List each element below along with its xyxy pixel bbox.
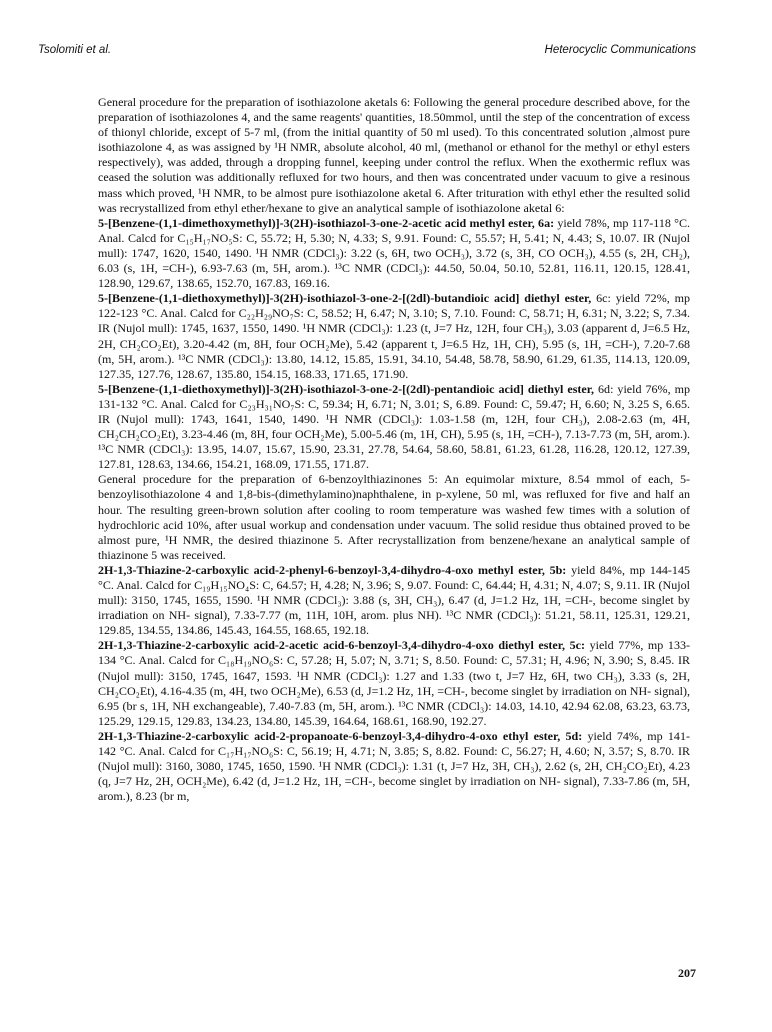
paragraph-general-procedure-aketals: General procedure for the preparation of isothiazolone aketals 6: Following the general procedure described above, for the preparation of isothiazolones 4, and the same reagents' quantities, 18.50mmol, until the step of the concentration of excess of thionyl chloride, except of 5-7 ml, (from the initial quantity of 50 ml used). To this concentrated solution ,almost pure isothiazolone 4, as was assigned by ¹H NMR, absolute alcohol, 40 ml, (methanol or ethanol for the methyl or ethyl esters respectively), was added, through a dropping funnel, keeping under control the reflux. When the exothermic reflux was ceased the solution was additionally refluxed for two hours, and then was concentrated under vacuum to give a resinous mass which proved, ¹H NMR, to be almost pure isothiazolone aketal 6. After trituration with ethyl ether the resulted solid was recrystallized from ethyl ether/hexane to give an analytical sample of isothiazolone aketal 6:	[98, 95, 690, 215]
paragraph-compound-6c: 5-[Benzene-(1,1-diethoxymethyl)]-3(2H)-isothiazol-3-one-2-[(2dl)-butandioic acid] diethyl ester, 6c: yield 72%, mp 122-123 °C. Anal. Calcd for C₂₂H₂₉NO₇S: C, 58.52; H, 6.47; N, 3.10; S, 7.10. Found: C, 58.71; H, 6.31; N, 3.22; S, 7.34. IR (Nujol mull): 1745, 1637, 1550, 1490. ¹H NMR (CDCl₃): 1.23 (t, J=7 Hz, 12H, four CH₃), 3.03 (apparent d, J=6.5 Hz, 2H, CH₂CO₂Et), 3.20-4.42 (m, 8H, four OCH₂Me), 5.42 (apparent t, J=6.5 Hz, 1H, CH), 5.95 (s, 1H, =CH-), 7.20-7.68 (m, 5H, arom.). ¹³C NMR (CDCl₃): 13.80, 14.12, 15.85, 15.91, 34.10, 54.48, 58.78, 58.90, 61.29, 61.35, 114.13, 120.09, 127.35, 127.76, 128.67, 135.80, 154.15, 168.33, 171.65, 171.90.	[98, 291, 690, 381]
paragraph-compound-6a: 5-[Benzene-(1,1-dimethoxymethyl)]-3(2H)-isothiazol-3-one-2-acetic acid methyl ester, 6a: yield 78%, mp 117-118 °C. Anal. Calcd for C₁₅H₁₇NO₅S: C, 55.72; H, 5.30; N, 4.33; S, 9.91. Found: C, 55.57; H, 5.41; N, 4.43; S, 10.07. IR (Nujol mull): 1747, 1620, 1540, 1490. ¹H NMR (CDCl₃): 3.22 (s, 6H, two OCH₃), 3.72 (s, 3H, CO OCH₃), 4.55 (s, 2H, CH₂), 6.03 (s, 1H, =CH-), 6.93-7.63 (m, 5H, arom.). ¹³C NMR (CDCl₃): 44.50, 50.04, 50.10, 52.81, 116.11, 120.15, 128.41, 128.90, 129.67, 138.65, 152.70, 167.83, 169.16.	[98, 215, 690, 291]
paragraph-compound-5c: 2H-1,3-Thiazine-2-carboxylic acid-2-acetic acid-6-benzoyl-3,4-dihydro-4-oxo diethyl ester, 5c: yield 77%, mp 133-134 °C. Anal. Calcd for C₁₈H₁₉NO₆S: C, 57.28; H, 5.07; N, 3.71; S, 8.50. Found: C, 57.31; H, 4.96; N, 3.90; S, 8.45. IR (Nujol mull): 3150, 1745, 1647, 1593. ¹H NMR (CDCl₃): 1.27 and 1.33 (two t, J=7 Hz, 6H, two CH₃), 3.33 (s, 2H, CH₂CO₂Et), 4.16-4.35 (m, 4H, two OCH₂Me), 6.53 (d, J=1.2 Hz, 1H, =CH-, become singlet by irradiation on NH- signal), 6.95 (br s, 1H, NH exchangeable), 7.40-7.83 (m, 5H, arom.). ¹³C NMR (CDCl₃): 14.03, 14.10, 42.94 62.08, 63.23, 63.73, 125.29, 129.15, 129.83, 134.23, 134.80, 145.39, 164.64, 168.61, 168.90, 192.27.	[98, 638, 690, 728]
compound-name: 5-[Benzene-(1,1-diethoxymethyl)]-3(2H)-isothiazol-3-one-2-[(2dl)-pentandioic acid] diethyl ester,	[98, 381, 595, 396]
compound-name: 2H-1,3-Thiazine-2-carboxylic acid-2-phenyl-6-benzoyl-3,4-dihydro-4-oxo methyl ester, 5b:	[98, 562, 567, 577]
compound-name: 5-[Benzene-(1,1-dimethoxymethyl)]-3(2H)-isothiazol-3-one-2-acetic acid methyl ester, 6a:	[98, 215, 555, 230]
header-authors: Tsolomiti et al.	[38, 44, 112, 56]
header-journal: Heterocyclic Communications	[544, 44, 696, 56]
compound-name: 2H-1,3-Thiazine-2-carboxylic acid-2-propanoate-6-benzoyl-3,4-dihydro-4-oxo ethyl ester, 5d:	[98, 728, 583, 743]
paragraph-general-procedure-thiazinones: General procedure for the preparation of 6-benzoylthiazinones 5: An equimolar mixture, 8.54 mmol of each, 5-benzoylisothiazolone 4 and 1,8-bis-(dimethylamino)naphthalene, in p-xylene, 50 ml, was refluxed for five and half an hour. The resulting green-brown solution after cooling to room temperature was washed few times with a solution of hydrochloric acid 10%, after usual workup and condensation under vacuum. The solid residue thus obtained proved to be almost pure, ¹H NMR, the desired thiazinone 5. After recrystallization from benzene/hexane an analytical sample of thiazinone 5 was received.	[98, 472, 690, 562]
compound-name: 5-[Benzene-(1,1-diethoxymethyl)]-3(2H)-isothiazol-3-one-2-[(2dl)-butandioic acid] diethyl ester,	[98, 291, 592, 306]
article-body	[98, 95, 690, 804]
paragraph-compound-6d: 5-[Benzene-(1,1-diethoxymethyl)]-3(2H)-isothiazol-3-one-2-[(2dl)-pentandioic acid] diethyl ester, 6d: yield 76%, mp 131-132 °C. Anal. Calcd for C₂₃H₃₁NO₇S: C, 59.34; H, 6.71; N, 3.01; S, 6.89. Found: C, 59.47; H, 6.60; N, 3.25 S, 6.65. IR (Nujol mull): 1743, 1641, 1540, 1490. ¹H NMR (CDCl₃): 1.03-1.58 (m, 12H, four CH₃), 2.08-2.63 (m, 4H, CH₂CH₂CO₂Et), 3.23-4.46 (m, 8H, four OCH₂Me), 5.00-5.46 (m, 1H, CH), 5.95 (s, 1H, =CH-), 7.13-7.73 (m, 5H, arom.). ¹³C NMR (CDCl₃): 13.95, 14.07, 15.67, 15.90, 23.31, 27.78, 54.64, 58.60, 58.81, 61.23, 61.28, 116.28, 120.12, 127.39, 127.81, 128.63, 134.66, 154.21, 168.09, 171.55, 171.87.	[98, 381, 690, 472]
paragraph-compound-5d: 2H-1,3-Thiazine-2-carboxylic acid-2-propanoate-6-benzoyl-3,4-dihydro-4-oxo ethyl ester, 5d: yield 74%, mp 141-142 °C. Anal. Calcd for C₁₇H₁₇NO₆S: C, 56.19; H, 4.71; N, 3.85; S, 8.82. Found: C, 56.27; H, 4.60; N, 3.57; S, 8.70. IR (Nujol mull): 3160, 3080, 1745, 1650, 1590. ¹H NMR (CDCl₃): 1.31 (t, J=7 Hz, 3H, CH₃), 2.62 (s, 2H, CH₂CO₂Et), 4.23 (q, J=7 Hz, 2H, OCH₂Me), 6.42 (d, J=1.2 Hz, 1H, =CH-, become singlet by irradiation on NH- signal), 7.33-7.86 (m, 5H, arom.), 8.23 (br m,	[98, 728, 690, 804]
page-number: 207	[678, 966, 696, 980]
paragraph-compound-5b: 2H-1,3-Thiazine-2-carboxylic acid-2-phenyl-6-benzoyl-3,4-dihydro-4-oxo methyl ester, 5b: yield 84%, mp 144-145 °C. Anal. Calcd for C₁₉H₁₅NO₄S: C, 64.57; H, 4.28; N, 3.96; S, 9.07. Found: C, 64.44; H, 4.31; N, 4.07; S, 9.11. IR (Nujol mull): 3150, 1745, 1655, 1590. ¹H NMR (CDCl₃): 3.88 (s, 3H, CH₃), 6.47 (d, J=1.2 Hz, 1H, =CH-, become singlet by irradiation on NH- signal), 7.33-7.77 (m, 11H, 10H, arom. plus NH). ¹³C NMR (CDCl₃): 51.21, 58.11, 125.31, 129.21, 129.85, 134.55, 134.86, 145.43, 164.55, 168.65, 192.18.	[98, 562, 690, 638]
running-header	[38, 44, 696, 56]
compound-name: 2H-1,3-Thiazine-2-carboxylic acid-2-acetic acid-6-benzoyl-3,4-dihydro-4-oxo diethyl ester, 5c:	[98, 638, 585, 653]
